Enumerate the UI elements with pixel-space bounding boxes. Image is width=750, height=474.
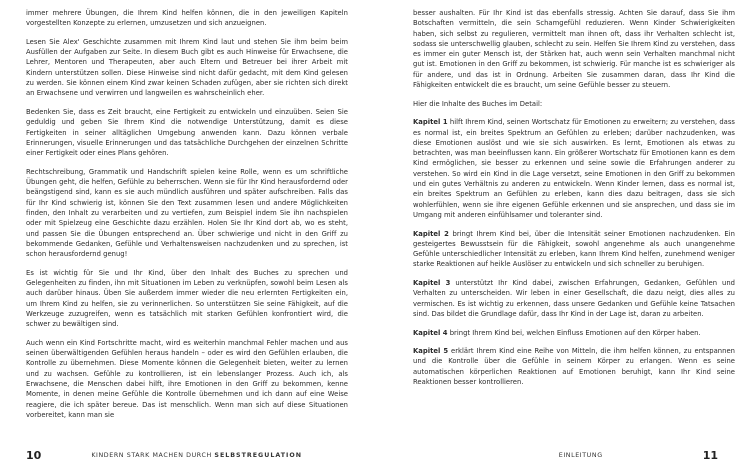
chapter-paragraph — [413, 278, 735, 319]
running-head: EINLEITUNG — [558, 451, 603, 459]
chapter-label: Kapitel 2 — [413, 229, 449, 238]
left-footer — [0, 448, 375, 462]
chapter-label: Kapitel 5 — [413, 347, 449, 356]
running-head-emphasis: SELBSTREGULATION — [214, 451, 302, 459]
chapter-paragraph — [413, 229, 735, 270]
body-paragraph — [413, 8, 735, 90]
paragraph-text: bringt Ihrem Kind bei, welchen Einfluss Emotionen auf den Körper haben. — [447, 328, 701, 337]
paragraph-text: Hier die Inhalte des Buches im Detail: — [413, 99, 543, 108]
chapter-paragraph — [413, 328, 735, 338]
body-paragraph: immer mehrere Übungen, die Ihrem Kind helfen können, die in den jeweiligen Kapiteln vorgestellten Konzepte zu erlernen, umzusetzen und sich anzueignen. — [26, 9, 348, 28]
body-paragraph: Lesen Sie Alex' Geschichte zusammen mit Ihrem Kind laut und stehen Sie ihm beim beim Ausfüllen der Aufgaben zur Seite. In diesem Buch gibt es auch Hinweise für Erwachsene, die Lehrer, Mentoren und Therapeuten, aber auch Eltern und Betreuer bei ihrer Arbeit mit Kindern unterstützen sollen. Diese Hinweise sind nicht dafür gedacht, mit dem Kind gelesen zu werden. Sie können einem Kind zwar keinen Schaden zufügen, aber sie richten sich direkt an Erwachsene und verwirren und langweilen es wahrscheinlich eher. — [26, 37, 348, 98]
body-paragraph: Bedenken Sie, dass es Zeit braucht, eine Fertigkeit zu entwickeln und einzuüben. Seien Sie geduldig und geben Sie Ihrem Kind die notwendige Unterstützung, damit es diese Fertigkeiten in seiner alltäglichen Umgebung anwenden kann. Dazu können verbale Erinnerungen, visuelle Erinnerungen und das tatsächliche Durchgehen der einzelnen Schritte einer Fertigkeit oder eines Plans gehören. — [26, 107, 348, 158]
right-page — [375, 0, 750, 474]
paragraph-text: erklärt Ihrem Kind eine Reihe von Mitteln, die ihm helfen können, zu entspannen und die Kontrolle über die Gefühle in seinem Körper zu erlangen. Wenn es seine automatischen körperlichen Reaktionen auf Emotionen beruhigt, kann Ihr Kind seine Reaktionen besser kontrollieren. — [413, 347, 735, 386]
chapter-label: Kapitel 4 — [413, 328, 448, 337]
paragraph-text: besser aushalten. Für Ihr Kind ist das ebenfalls stressig. Achten Sie darauf, dass Sie ihm Botschaften vermitteln, die sein Schamgefühl reduzieren. Wenn Kinder Schwierigkeiten haben, sich selbst zu regulieren, vermittelt man ihnen oft, dass ihr Verhalten schlecht ist, sodass sie unterschwellig glauben, schlecht zu sein. Helfen Sie Ihrem Kind zu verstehen, dass es immer ein guter Mensch ist, der Stärken hat, auch wenn sein Verhalten manchmal nicht gut ist. Emotionen in den Griff zu bekommen, ist schwierig. Für manche ist es schwieriger als für andere, und das ist in Ordnung. Arbeiten Sie zusammen daran, dass Ihr Kind die Fähigkeiten entwickelt die es braucht, um seine Gefühle besser zu steuern. — [413, 9, 735, 90]
body-paragraph: Auch wenn ein Kind Fortschritte macht, wird es weiterhin manchmal Fehler machen und aus seinen überwältigenden Gefühlen heraus handeln – oder es wird den Gefühlen erlauben, die Kontrolle zu übernehmen. Diese Momente können die Gelegenheit bieten, weiter zu lernen und zu wachsen. Gefühle zu kontrollieren, ist ein lebenslanger Prozess. Auch ich, als Erwachsene, die Menschen dabei hilft, ihre Emotionen in den Griff zu bekommen, kenne Momente, in denen meine Gefühle die Kontrolle übernehmen und ich dann auf eine Weise reagiere, die ich später bereue. Das ist menschlich. Wenn man sich auf diese Situationen vorbereitet, kann man sie — [26, 338, 348, 419]
left-text-column — [26, 8, 348, 428]
chapter-paragraph — [413, 117, 735, 220]
chapter-paragraph — [413, 346, 735, 387]
paragraph-text: unterstützt Ihr Kind dabei, zwischen Erfahrungen, Gedanken, Gefühlen und Verhalten zu unterscheiden. Wir leben in einer Gesellschaft, die dazu neigt, dies alles zu vermischen. Es ist wichtig zu erkennen, dass unsere Gedanken und Gefühle keine Tatsachen sind. Das bildet die Grundlage dafür, dass Ihr Kind in der Lage ist, daran zu arbeiten. — [413, 279, 736, 318]
body-paragraph: Es ist wichtig für Sie und Ihr Kind, über den Inhalt des Buches zu sprechen und Gelegenheiten zu finden, ihn mit Situationen im Leben zu verknüpfen, sowohl beim Lesen als auch darüber hinaus. Üben Sie außerdem immer wieder die neu erlernten Fertigkeiten ein, um Ihrem Kind zu helfen, sie zu verinnerlichen. So unterstützen Sie seine Fähigkeit, auf die Werkzeuge zuzugreifen, wenn es tatsächlich mit starken Gefühlen konfrontiert wird, die schwer zu bewältigen sind. — [26, 268, 348, 329]
running-head — [91, 452, 302, 459]
running-head-text: KINDERN STARK MACHEN DURCH — [91, 451, 212, 459]
paragraph-text: bringt Ihrem Kind bei, über die Intensität seiner Emotionen nachzudenken. Ein gesteigertes Bewusstsein für die Fähigkeit, sowohl angenehme als auch unangenehme Gefühle unterschiedlicher Intensität zu erleben, kann Ihrem Kind helfen, zunehmend weniger starke Reaktionen auf heikle Auslöser zu entwickeln und sich schneller zu beruhigen. — [413, 229, 735, 269]
right-text-column — [413, 8, 735, 396]
chapter-label: Kapitel 3 — [413, 279, 451, 288]
chapter-label: Kapitel 1 — [413, 118, 448, 127]
right-footer — [375, 448, 750, 462]
page-number: 11 — [702, 448, 718, 462]
page-number: 10 — [26, 448, 42, 462]
body-paragraph — [413, 99, 735, 109]
body-paragraph: Rechtschreibung, Grammatik und Handschrift spielen keine Rolle, wenn es um schriftliche Übungen geht, die helfen, Gefühle zu beherrschen. Wenn sie für Ihr Kind herausfordernd oder beängstigend sind, kann es sie auch mündlich ausführen und später aufschreiben. Falls das für Ihr Kind schwierig ist, können Sie den Text zusammen lesen und andere Möglichkeiten finden, den Inhalt zu verarbeiten und zu vertiefen, zum Beispiel indem Sie ihn nachspielen oder mit Spielzeug eine Geschichte dazu erzählen. Holen Sie Ihr Kind dort ab, wo es steht, und passen Sie die Übungen entsprechend an. Über schwierige und nicht in den Griff zu bekommende Gedanken, Gefühle und Verhaltensweisen nachzudenken und zu sprechen, ist schon herausfordernd genug! — [26, 167, 348, 259]
paragraph-text: hilft Ihrem Kind, seinen Wortschatz für Emotionen zu erweitern; zu verstehen, dass es normal ist, ein breites Spektrum an Gefühlen zu erleben; darüber nachzudenken, was diese Emotionen auslöst und wie sie sich auswirken. Es lernt, Emotionen als etwas zu betrachten, was man beeinflussen kann. Ein größerer Wortschatz für Emotionen kann es dem Kind ermöglichen, sie besser zu erkennen und seine sowie die Erfahrungen anderer zu verstehen. So wird ein Kind in die Lage versetzt, seine Emotionen in den Griff zu bekommen und ein gutes Verhältnis zu anderen zu entwickeln. Wenn Kinder lernen, dass es normal ist, ein breites Spektrum an Gefühlen zu erleben, kann dies dazu beitragen, dass sie sich wohlerfühlen, wenn sie ihre eigenen Gefühle erkennen und sie ansprechen, und dass sie im Umgang mit anderen einfühlsamer und toleranter sind. — [413, 118, 735, 219]
